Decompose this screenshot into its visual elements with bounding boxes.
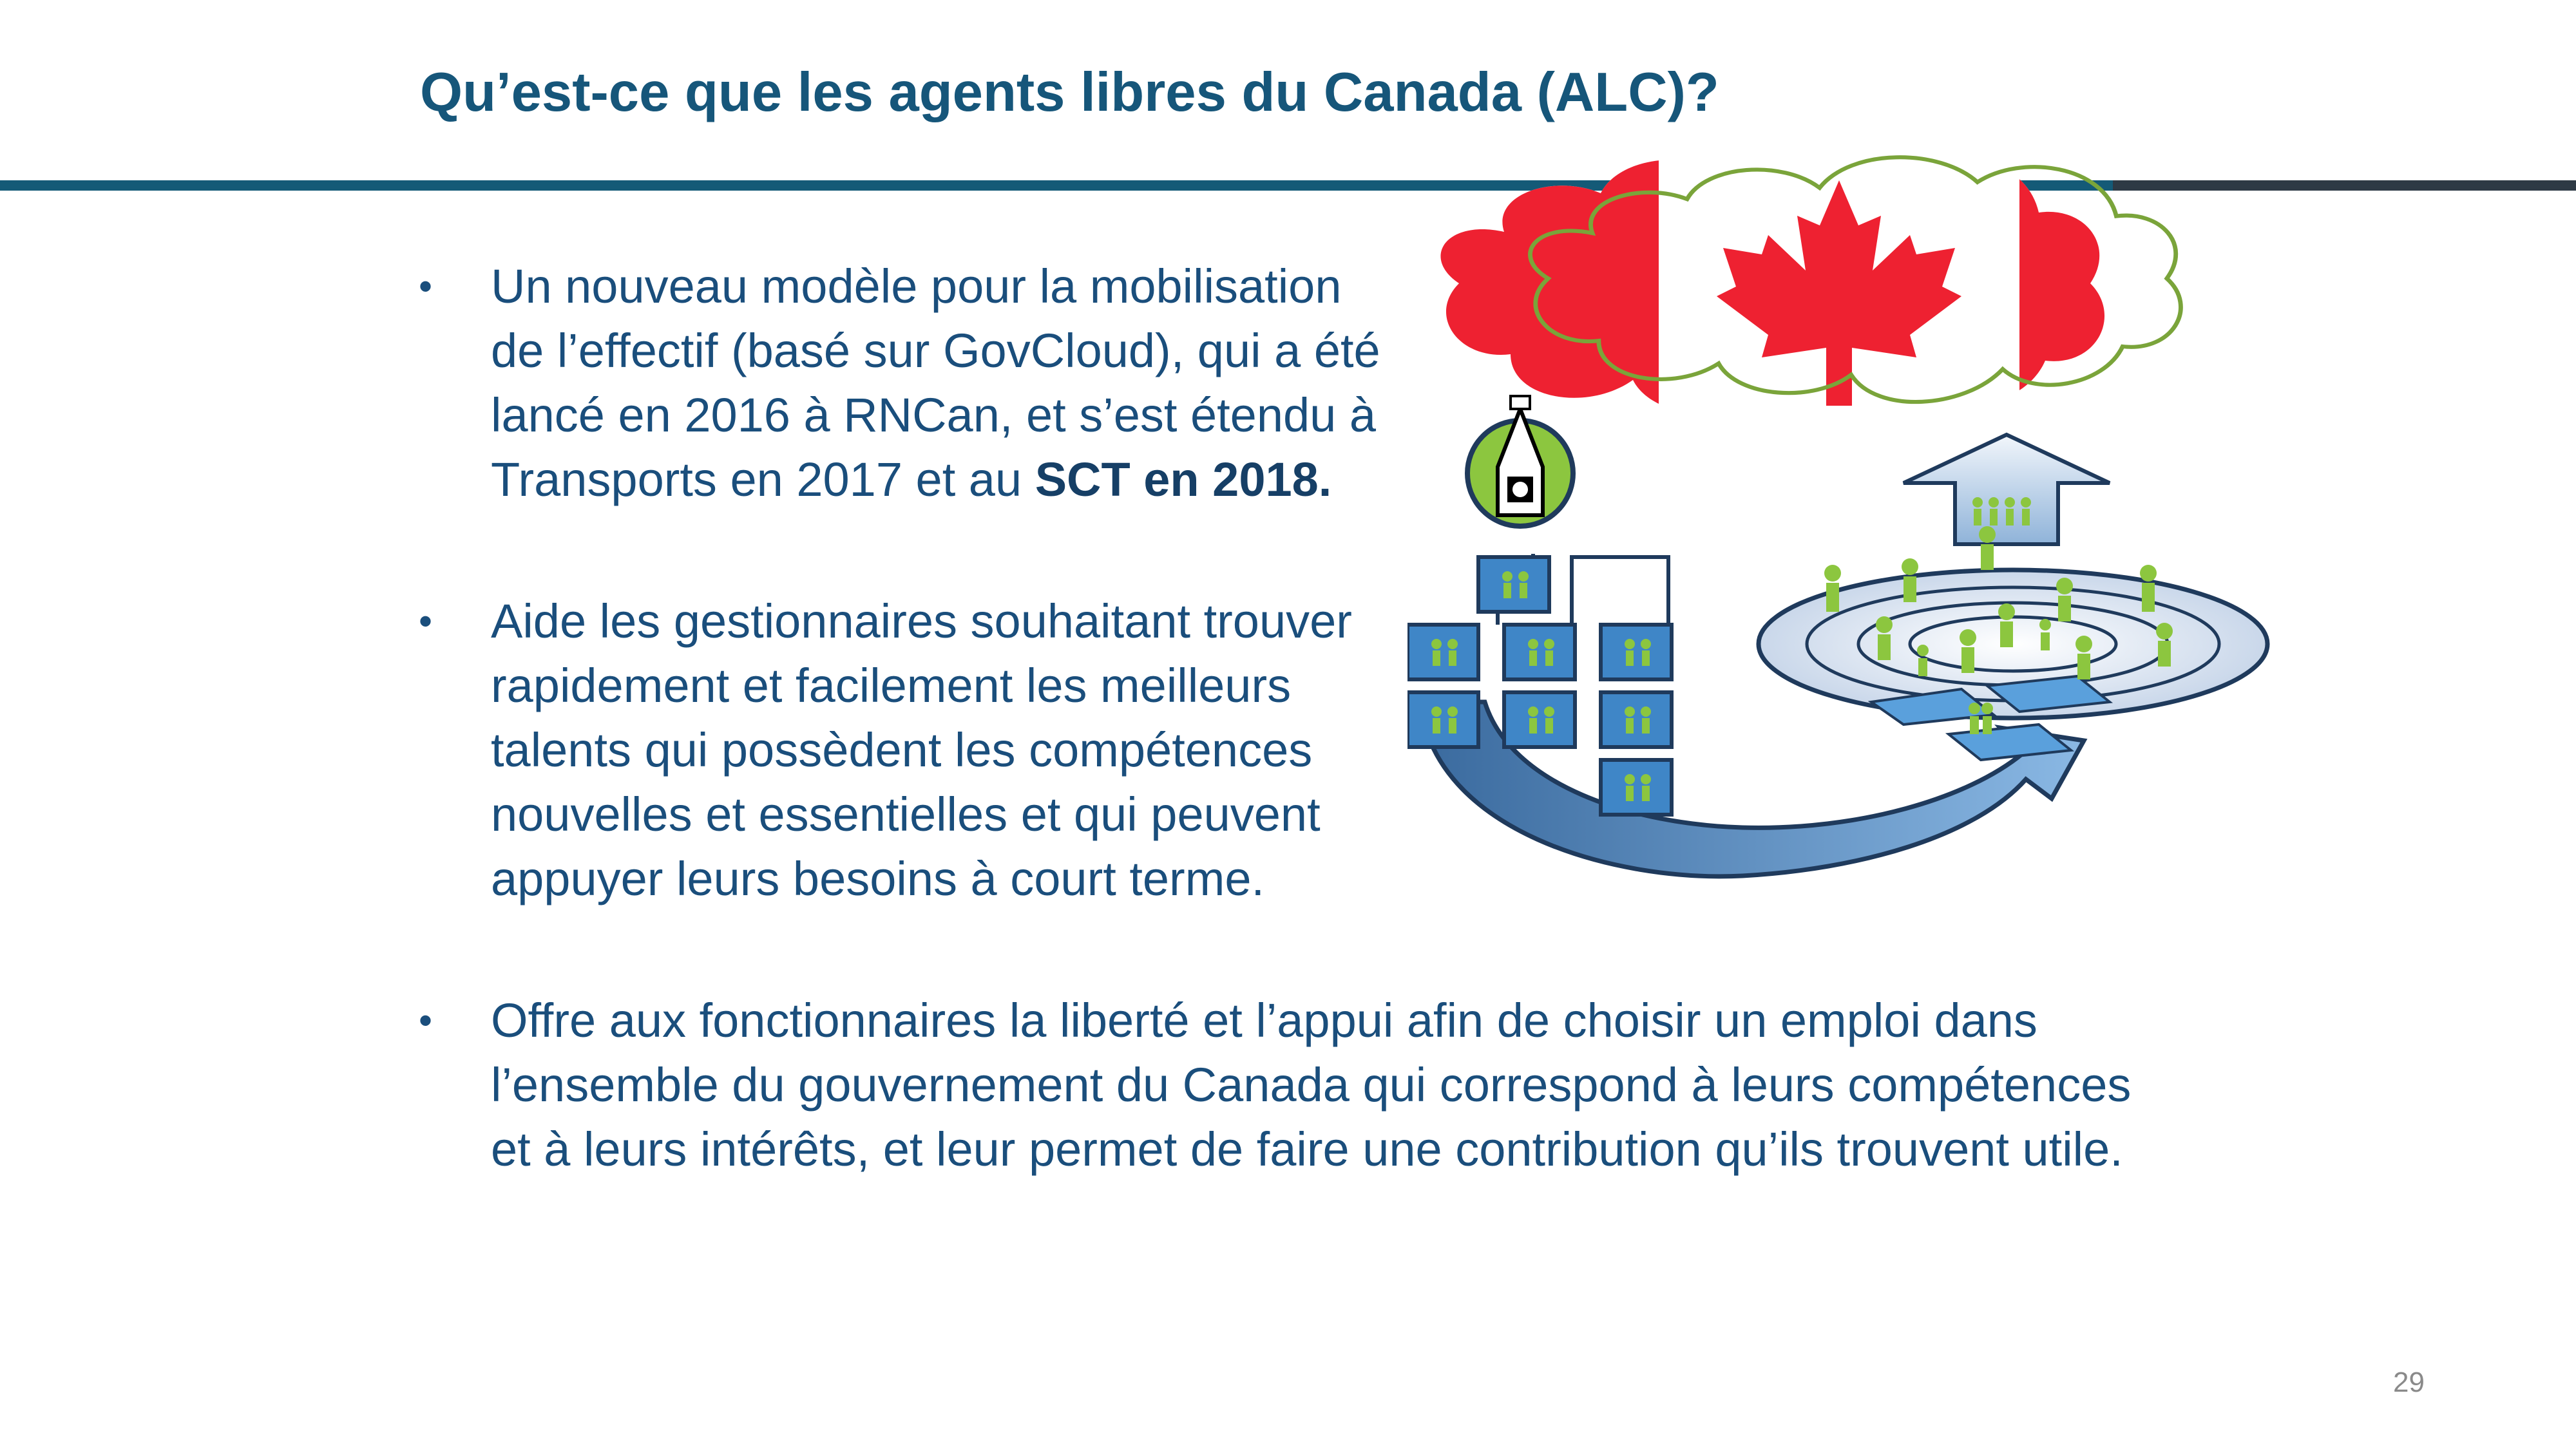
bullet-item-3 bbox=[419, 989, 2282, 1182]
peace-tower-icon bbox=[1467, 396, 1573, 526]
slide-title: Qu’est-ce que les agents libres du Canada (ALC)? bbox=[420, 62, 1719, 123]
cloud-icon bbox=[1407, 135, 2274, 457]
bullet-line: nouvelles et essentielles et qui peuvent bbox=[491, 788, 1321, 841]
bullet-item-2 bbox=[419, 589, 1425, 911]
free-agents-illustration bbox=[1407, 135, 2274, 892]
bullet-line: Aide les gestionnaires souhaitant trouver bbox=[491, 594, 1352, 648]
bullet-line: appuyer leurs besoins à court terme. bbox=[491, 852, 1265, 905]
bullet-line: et à leurs intérêts, et leur permet de faire une contribution qu’ils trouvent utile. bbox=[491, 1122, 2123, 1176]
bullet-item-1 bbox=[419, 254, 1425, 512]
canada-flag-icon bbox=[1407, 135, 1659, 457]
bullet-line: talents qui possèdent les compétences bbox=[491, 723, 1313, 777]
bullet-line: lancé en 2016 à RNCan, et s’est étendu à bbox=[491, 388, 1377, 442]
bullet-bold-text: SCT en 2018. bbox=[1035, 453, 1332, 506]
bullet-line: l’ensemble du gouvernement du Canada qui correspond à leurs compétences bbox=[491, 1058, 2132, 1112]
bullet-line-text: Transports en 2017 et au bbox=[491, 453, 1035, 506]
bullet-marker: • bbox=[419, 999, 433, 1042]
bullet-line: rapidement et facilement les meilleurs bbox=[491, 659, 1292, 712]
bullet-line: Offre aux fonctionnaires la liberté et l’appui afin de choisir un emploi dans bbox=[491, 994, 2037, 1047]
bullet-marker: • bbox=[419, 265, 433, 308]
bullet-marker: • bbox=[419, 600, 433, 643]
page-number: 29 bbox=[2393, 1367, 2425, 1398]
bullet-line: Un nouveau modèle pour la mobilisation bbox=[491, 260, 1342, 313]
bullet-line bbox=[491, 448, 1425, 512]
talent-pool-icon bbox=[1759, 526, 2267, 760]
bullet-line: de l’effectif (basé sur GovCloud), qui a été bbox=[491, 324, 1380, 377]
